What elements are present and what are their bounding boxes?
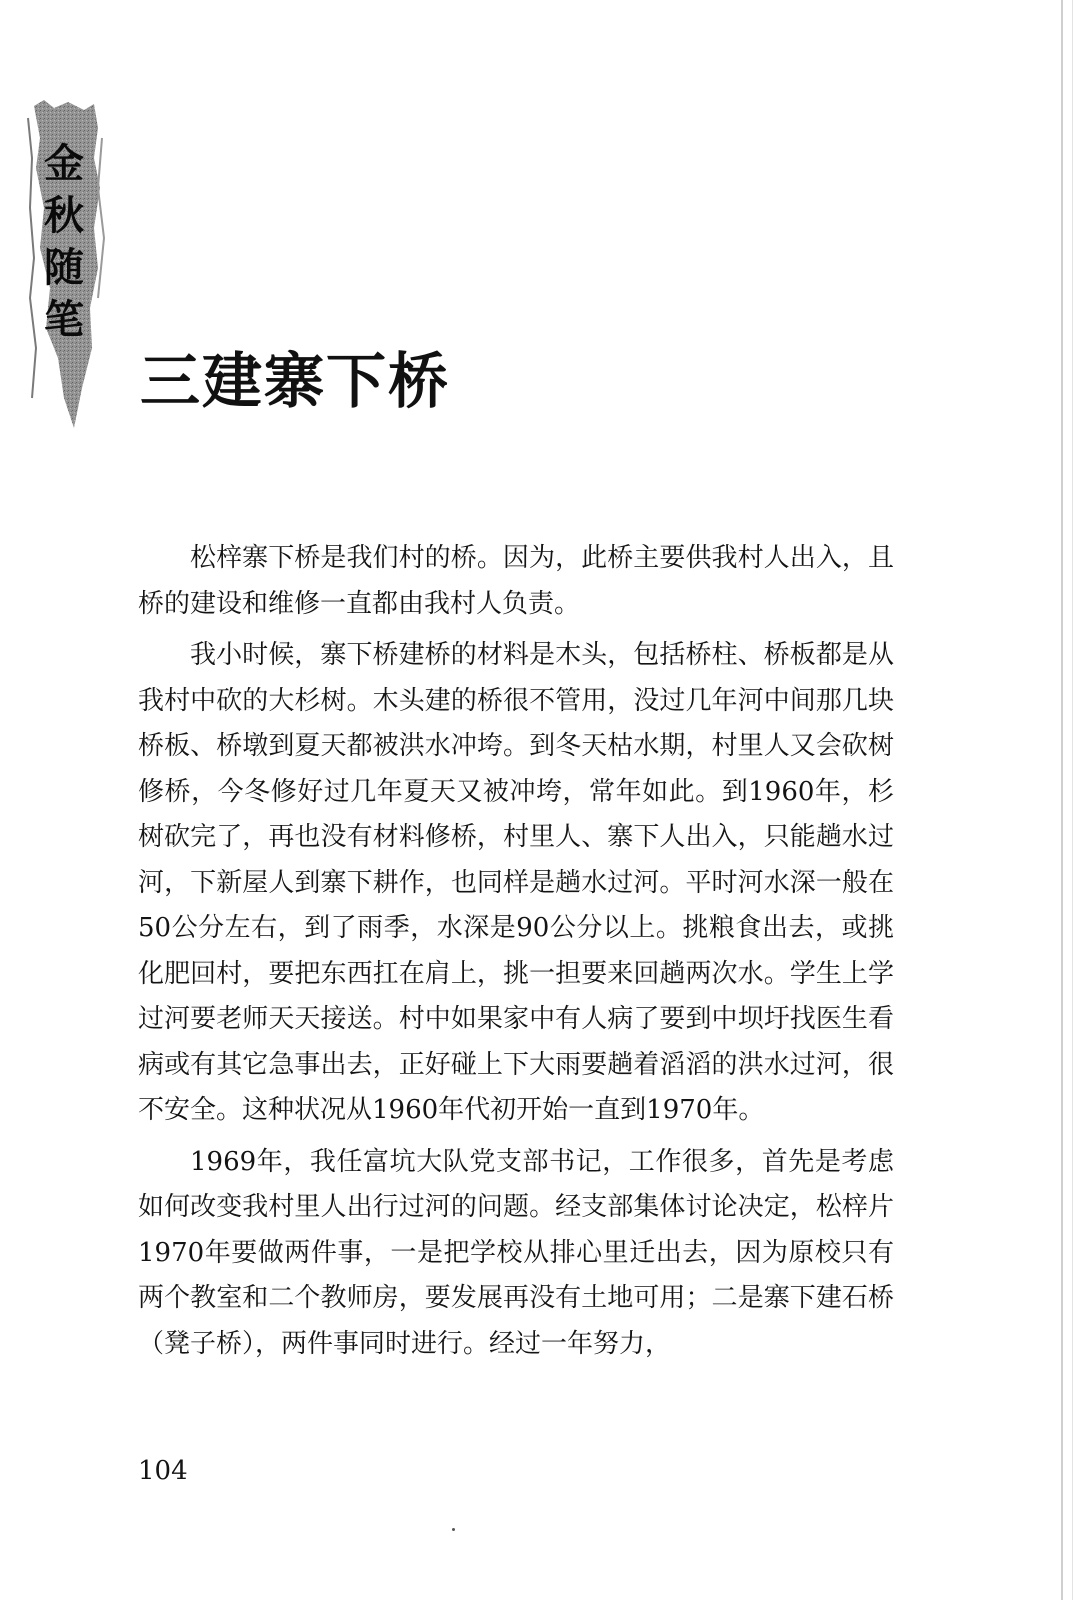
series-title-vertical: [38, 138, 90, 346]
series-char-2: 秋: [44, 192, 84, 239]
page-edge-line-inner: [1072, 0, 1073, 1600]
series-brush-mark: [24, 98, 106, 438]
series-char-4: 笔: [44, 296, 84, 343]
paragraph-2: 我小时候，寨下桥建桥的材料是木头，包括桥柱、桥板都是从我村中砍的大杉树。木头建的桥很不管用，没过几年河中间那几块桥板、桥墩到夏天都被洪水冲垮。到冬天枯水期，村里人又会砍树修桥，今冬修好过几年夏天又被冲垮，常年如此。到1960年，杉树砍完了，再也没有材料修桥，村里人、寨下人出入，只能趟水过河，下新屋人到寨下耕作，也同样是趟水过河。平时河水深一般在50公分左右，到了雨季，水深是90公分以上。挑粮食出去，或挑化肥回村，要把东西扛在肩上，挑一担要来回趟两次水。学生上学过河要老师天天接送。村中如果家中有人病了要到中坝圩找医生看病或有其它急事出去，正好碰上下大雨要趟着滔滔的洪水过河，很不安全。这种状况从1960年代初开始一直到1970年。: [138, 640, 894, 1125]
paragraph-1: 松梓寨下桥是我们村的桥。因为，此桥主要供我村人出入，且桥的建设和维修一直都由我村人负责。: [138, 543, 894, 619]
series-char-1: 金: [44, 140, 84, 187]
page-number: 104: [138, 1456, 188, 1486]
series-char-3: 随: [44, 244, 84, 291]
paragraph-3: 1969年，我任富坑大队党支部书记，工作很多，首先是考虑如何改变我村里人出行过河的问题。经支部集体讨论决定，松梓片1970年要做两件事，一是把学校从排心里迁出去，因为原校只有两个教室和二个教师房，要发展再没有土地可用；二是寨下建石桥（凳子桥），两件事同时进行。经过一年努力，: [138, 1146, 894, 1359]
body-text: [138, 536, 894, 1373]
scan-speck: [452, 1528, 455, 1531]
page-edge-line: [1061, 0, 1063, 1600]
chapter-title: 三建寨下桥: [140, 347, 450, 417]
